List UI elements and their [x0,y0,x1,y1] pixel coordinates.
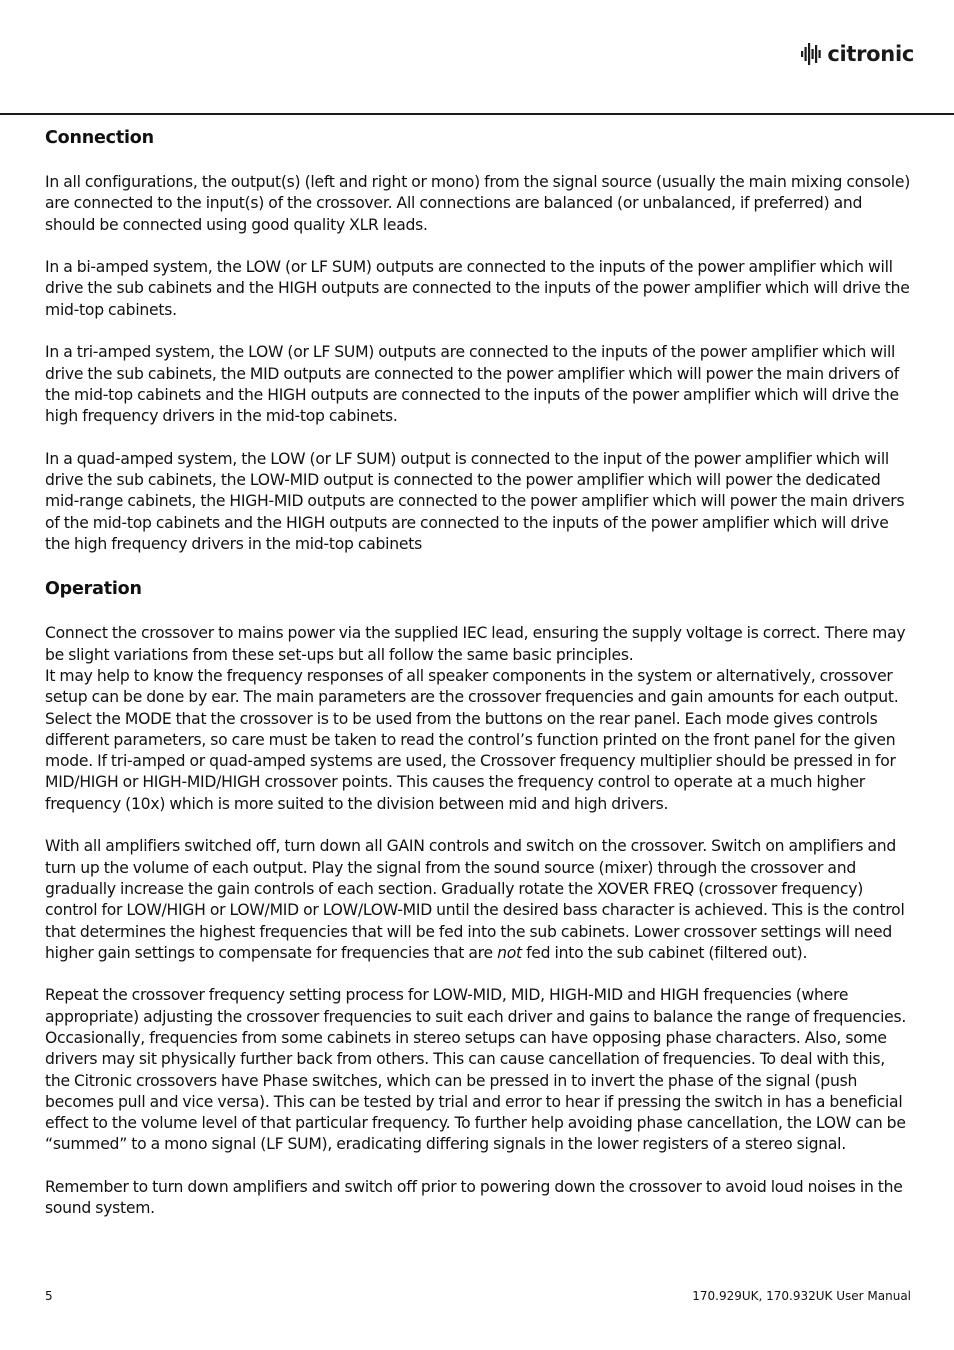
paragraph: In a quad-amped system, the LOW (or LF SUM) output is connected to the input of the power amplifier which will drive the sub cabinets, the LOW-MID output is connected to the power amplifier which will power the dedicated mid-range cabinets, the HIGH-MID outputs are connected to the power amplifier which will power the main drivers of the mid-top cabinets and the HIGH outputs are connected to the inputs of the power amplifier which will drive the high frequency drivers in the mid-top cabinets [45,449,905,554]
emphasis-text: not [497,943,522,962]
page-footer [45,1289,911,1303]
section-heading-operation: Operation [45,579,142,600]
paragraph: Repeat the crossover frequency setting process for LOW-MID, MID, HIGH-MID and HIGH frequencies (where appropriate) adjusting the crossover frequencies to suit each driver and gains to balance the range of frequencies. Occasionally, frequencies from some cabinets in stereo setups can have opposing phase characters. Also, some drivers may sit physically further back from others. This can cause cancellation of frequencies. To deal with this, the Citronic crossovers have Phase switches, which can be pressed in to invert the phase of the signal (push becomes pull and vice versa). This can be tested by trial and error to hear if pressing the switch in has a beneficial effect to the volume level of that particular frequency. To further help avoiding phase cancellation, the LOW can be “summed” to a mono signal (LF SUM), eradicating differing signals in the lower registers of a stereo signal. [45,986,907,1154]
section-heading-connection: Connection [45,128,154,148]
paragraph [45,836,913,964]
manual-title: 170.929UK, 170.932UK User Manual [692,1289,911,1303]
text-run: fed into the sub cabinet (filtered out). [521,943,808,962]
paragraph: It may help to know the frequency responses of all speaker components in the system or alternatively, crossover setup can be done by ear. The main parameters are the crossover frequencies and gain amounts for each output. Select the MODE that the crossover is to be used from the buttons on the rear panel. Each mode gives controls different parameters, so care must be taken to read the control’s function printed on the front panel for the given mode. If tri-amped or quad-amped systems are used, the Crossover frequency multiplier should be pressed in for MID/HIGH or HIGH-MID/HIGH crossover points. This causes the frequency control to operate at a much higher frequency (10x) which is more suited to the division between mid and high drivers. [45,666,899,813]
brand-name: citronic [827,41,914,66]
paragraph: Remember to turn down amplifiers and switch off prior to powering down the crossover to avoid loud noises in the sound system. [45,1178,903,1218]
brand-logo [801,42,914,66]
paragraph: In a bi-amped system, the LOW (or LF SUM) outputs are connected to the inputs of the power amplifier which will drive the sub cabinets and the HIGH outputs are connected to the inputs of the power amplifier which will drive the mid-top cabinets. [45,258,910,319]
text-run: With all amplifiers switched off, turn down all GAIN controls and switch on the crossover. Switch on amplifiers and turn up the volume of each output. Play the signal from the sound source (mixer) through the crossover and gradually increase the gain controls of each section. Gradually rotate the XOVER FREQ (crossover frequency) control for LOW/HIGH or LOW/MID or LOW/LOW-MID until the desired bass character is achieved. This is the control that determines the highest frequencies that will be fed into the sub cabinets. Lower crossover settings will need higher gain settings to compensate for frequencies that are [45,837,905,962]
page-body [45,126,913,1220]
header-divider [0,113,954,115]
paragraph: In a tri-amped system, the LOW (or LF SUM) outputs are connected to the inputs of the power amplifier which will drive the sub cabinets, the MID outputs are connected to the power amplifier which will power the main drivers of the mid-top cabinets and the HIGH outputs are connected to the inputs of the power amplifier which will drive the high frequency drivers in the mid-top cabinets. [45,343,900,426]
waveform-icon [801,42,823,66]
paragraph: Connect the crossover to mains power via the supplied IEC lead, ensuring the supply voltage is correct. There may be slight variations from these set-ups but all follow the same basic principles. [45,624,906,664]
paragraph: In all configurations, the output(s) (left and right or mono) from the signal source (usually the main mixing console) are connected to the input(s) of the crossover. All connections are balanced (or unbalanced, if preferred) and should be connected using good quality XLR leads. [45,173,911,234]
page-number: 5 [45,1289,53,1303]
